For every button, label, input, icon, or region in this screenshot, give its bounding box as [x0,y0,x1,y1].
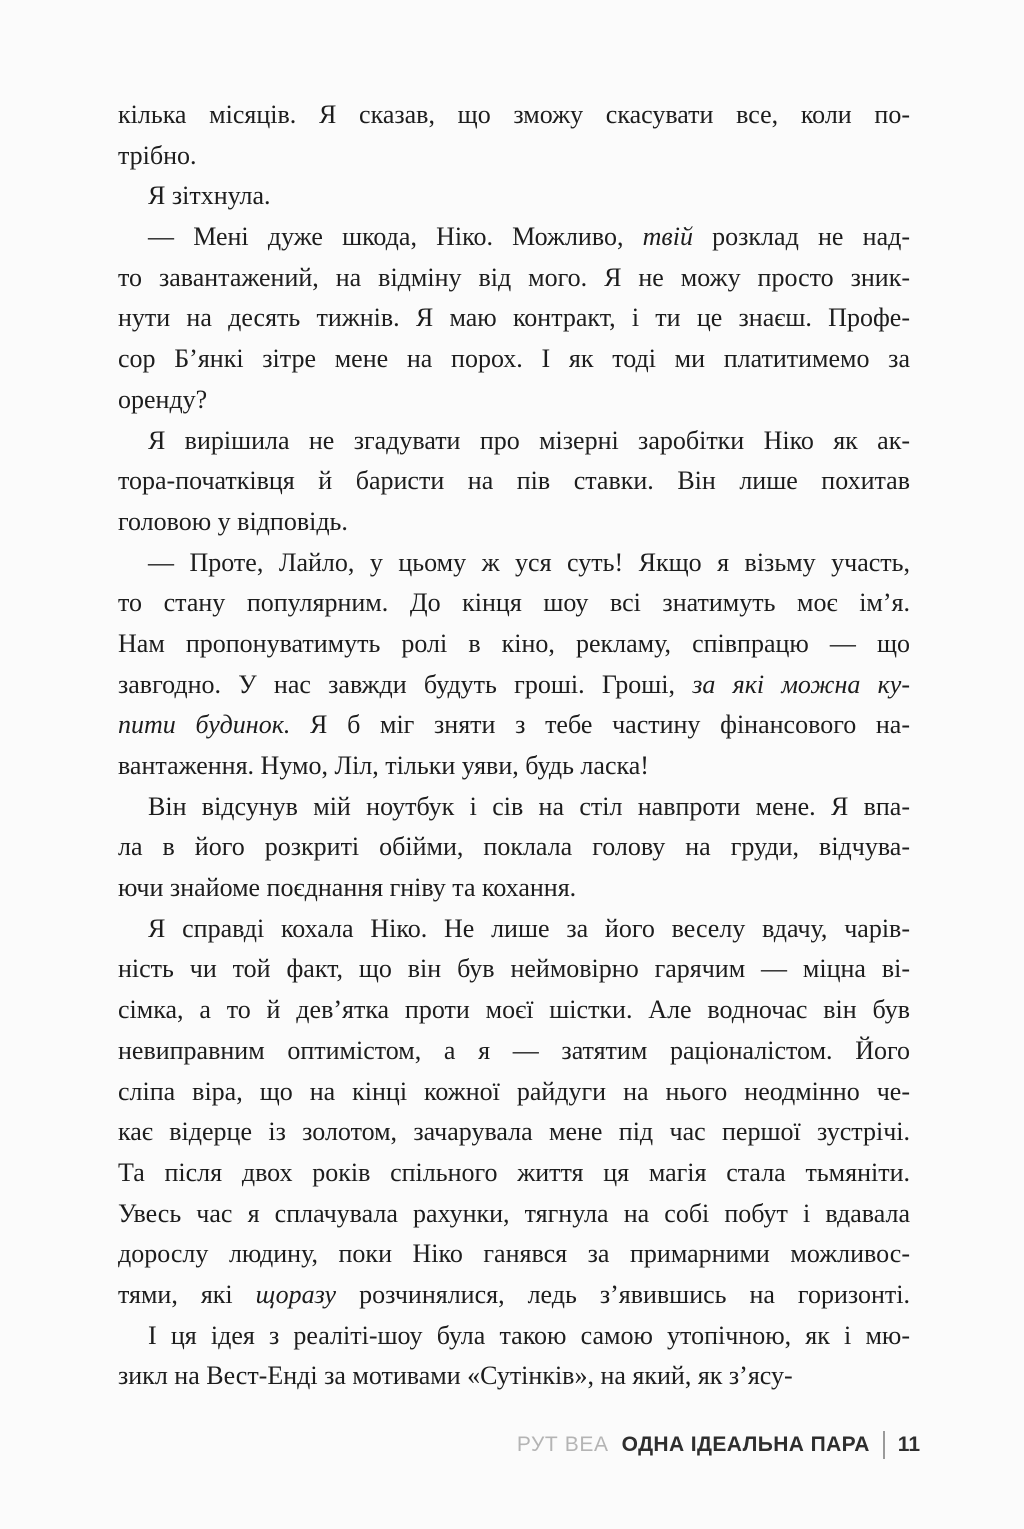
page-footer [517,1428,920,1462]
text-line [118,298,910,339]
text-run: — Мені дуже шкода, Ніко. Можливо, [148,222,643,252]
text-run: — Проте, Лайло, у цьому ж уся суть! Якщо я візьму участь, [148,547,910,577]
text-line [118,665,910,706]
text-line [118,1153,910,1194]
text-run: Нам пропонуватимуть ролі в кіно, рекламу, співпрацю — що [118,628,910,658]
text-run: Я вирішила не згадувати про мізерні заробітки Ніко як ак- [148,425,910,455]
text-line [118,705,910,746]
text-run: кає відерце із золотом, зачарувала мене під час першої зустрічі. [118,1117,910,1147]
running-author: РУТ ВЕА [516,1433,609,1456]
text-line [118,461,910,502]
text-line [118,217,910,258]
text-run: І ця ідея з реаліті-шоу була такою самою утопічною, як і мю- [148,1320,910,1350]
text-line [118,624,910,665]
text-run: Я б міг зняти з тебе частину фінансового на- [290,710,911,740]
text-run: вантаження. Нумо, Ліл, тільки уяви, будь ласка! [118,751,649,780]
text-run: завгодно. У нас завжди будуть гроші. Гроші, [118,669,693,699]
text-line [118,380,910,421]
text-line [118,1194,910,1235]
page-number: 11 [897,1433,920,1456]
text-line [118,746,910,787]
text-run: Він відсунув мій ноутбук і сів на стіл навпроти мене. Я впа- [148,791,910,821]
text-line [118,1112,910,1153]
italic-text-run: пити будинок. [118,710,291,740]
text-line [118,1275,910,1316]
text-run: зикл на Вест-Енді за мотивами «Сутінків», на який, як з’ясу- [118,1361,793,1391]
italic-text-run: за які можна ку- [692,669,910,699]
text-run: трібно. [118,140,197,170]
text-run: кілька місяців. Я сказав, що зможу скасувати все, коли по- [118,100,910,129]
text-line [118,339,910,380]
text-line [118,990,910,1031]
text-run: то завантажений, на відміну від мого. Я не можу просто зник- [118,262,910,292]
text-line [118,543,910,584]
text-line [118,787,910,828]
text-run: невиправним оптимістом, а я — затятим раціоналістом. Його [118,1035,910,1065]
text-run: ність чи той факт, що він був неймовірно гарячим — міцна ві- [118,954,910,984]
text-line [118,1072,910,1113]
text-run: оренду? [118,384,208,414]
text-run: Та після двох років спільного життя ця магія стала тьмяніти. [118,1157,910,1187]
text-run: то стану популярним. До кінця шоу всі знатимуть моє ім’я. [118,588,910,618]
text-line [118,1356,910,1397]
text-run: ючи знайоме поєднання гніву та кохання. [118,873,577,903]
text-run: сліпа віра, що на кінці кожної райдуги на нього неодмінно че- [118,1076,910,1106]
italic-text-run: щоразу [255,1279,337,1309]
italic-text-run: твій [642,222,693,252]
text-run: дорослу людину, поки Ніко ганявся за примарними можливос- [118,1239,910,1269]
text-run: нути на десять тижнів. Я маю контракт, і ти це знаєш. Профе- [118,303,910,333]
text-line [118,868,910,909]
text-line [118,136,910,177]
text-line [118,95,910,136]
text-run: сор Б’янкі зітре мене на порох. І як тоді ми платитимемо за [118,344,910,374]
text-line [118,1031,910,1072]
text-run: Я справді кохала Ніко. Не лише за його веселу вдачу, чарів- [148,913,910,943]
text-run: розклад не над- [692,222,910,252]
text-run: головою у відповідь. [118,506,348,536]
text-line [118,1316,910,1357]
text-line [118,583,910,624]
text-run: Увесь час я сплачувала рахунки, тягнула на собі побут і вдавала [118,1198,910,1228]
running-title: ОДНА ІДЕАЛЬНА ПАРА [621,1433,870,1456]
text-run: ла в його розкриті обійми, поклала голову на груди, відчува- [118,832,910,862]
text-line [118,949,910,990]
text-line [118,421,910,462]
footer-divider [883,1431,885,1459]
text-line [118,827,910,868]
text-run: сімка, а то й дев’ятка проти моєї шістки. Але водночас він був [118,995,910,1025]
text-line [118,909,910,950]
page-text [118,95,910,1397]
text-line [118,502,910,543]
text-run: Я зітхнула. [148,181,271,211]
text-line [118,1234,910,1275]
text-run: тями, які [118,1279,256,1309]
text-run: розчинялися, ледь з’явившись на горизонті. [336,1279,910,1309]
text-run: тора-початківця й баристи на пів ставки. Він лише похитав [118,466,910,496]
text-line [118,176,910,217]
text-line [118,258,910,299]
